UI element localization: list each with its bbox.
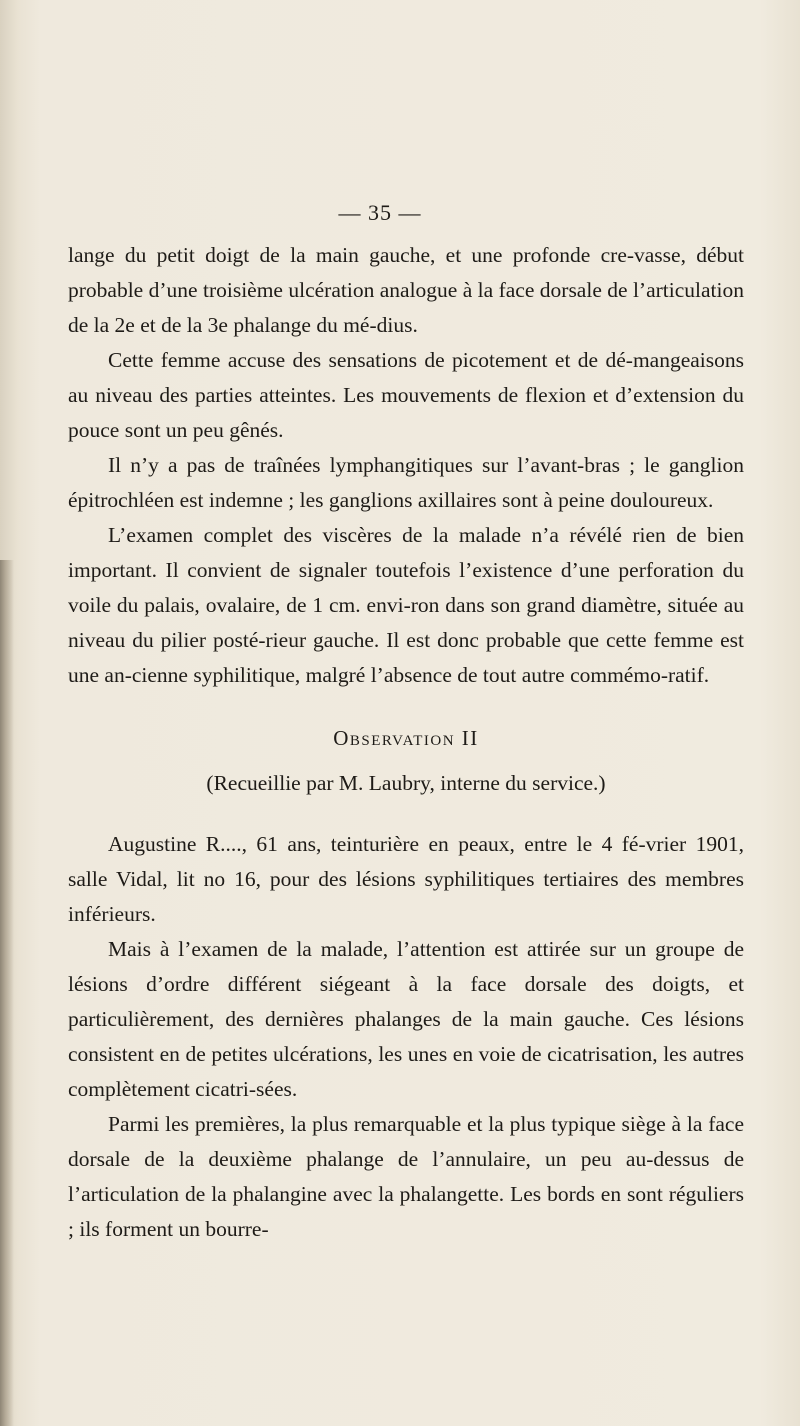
paragraph: Parmi les premières, la plus remarquable et la plus typique siège à la face dorsale de la deuxième phalange de l’annulaire, un peu au-dessus de l’articulation de la phalangine avec la phalangette. Les bords en sont réguliers ; ils forment un bourre- [68,1112,744,1241]
body-text [68,238,744,1247]
observation-heading [68,721,744,756]
paragraph: Cette femme accuse des sensations de picotement et de dé-mangeaisons au niveau des parties atteintes. Les mouvements de flexion et d’extension du pouce sont un peu gênés. [68,348,744,442]
observation-title: Observation II [333,726,479,750]
page-binding-shadow [0,560,14,1426]
paragraph: Il n’y a pas de traînées lymphangitiques sur l’avant-bras ; le ganglion épitrochléen est indemne ; les ganglions axillaires sont à peine douloureux. [68,453,744,512]
paragraph: Mais à l’examen de la malade, l’attention est attirée sur un groupe de lésions d’ordre différent siégeant à la face dorsale des doigts, et particulièrement, des dernières phalanges de la main gauche. Ces lésions consistent en de petites ulcérations, les unes en voie de cicatrisation, les autres complètement cicatri-sées. [68,937,744,1101]
paragraph: Augustine R...., 61 ans, teinturière en peaux, entre le 4 fé-vrier 1901, salle Vidal, lit no 16, pour des lésions syphilitiques tertiaires des membres inférieurs. [68,832,744,926]
paragraph: lange du petit doigt de la main gauche, et une profonde cre-vasse, début probable d’une troisième ulcération analogue à la face dorsale de l’articulation de la 2e et de la 3e phalange du mé-dius. [68,243,744,337]
page-number: — 35 — [338,200,422,225]
observation-subtitle: (Recueillie par M. Laubry, interne du service.) [206,771,606,795]
paragraph: L’examen complet des viscères de la malade n’a révélé rien de bien important. Il convient de signaler toutefois l’existence d’une perforation du voile du palais, ovalaire, de 1 cm. envi-ron dans son grand diamètre, située au niveau du pilier posté-rieur gauche. Il est donc probable que cette femme est une an-cienne syphilitique, malgré l’absence de tout autre commémo-ratif. [68,523,744,687]
